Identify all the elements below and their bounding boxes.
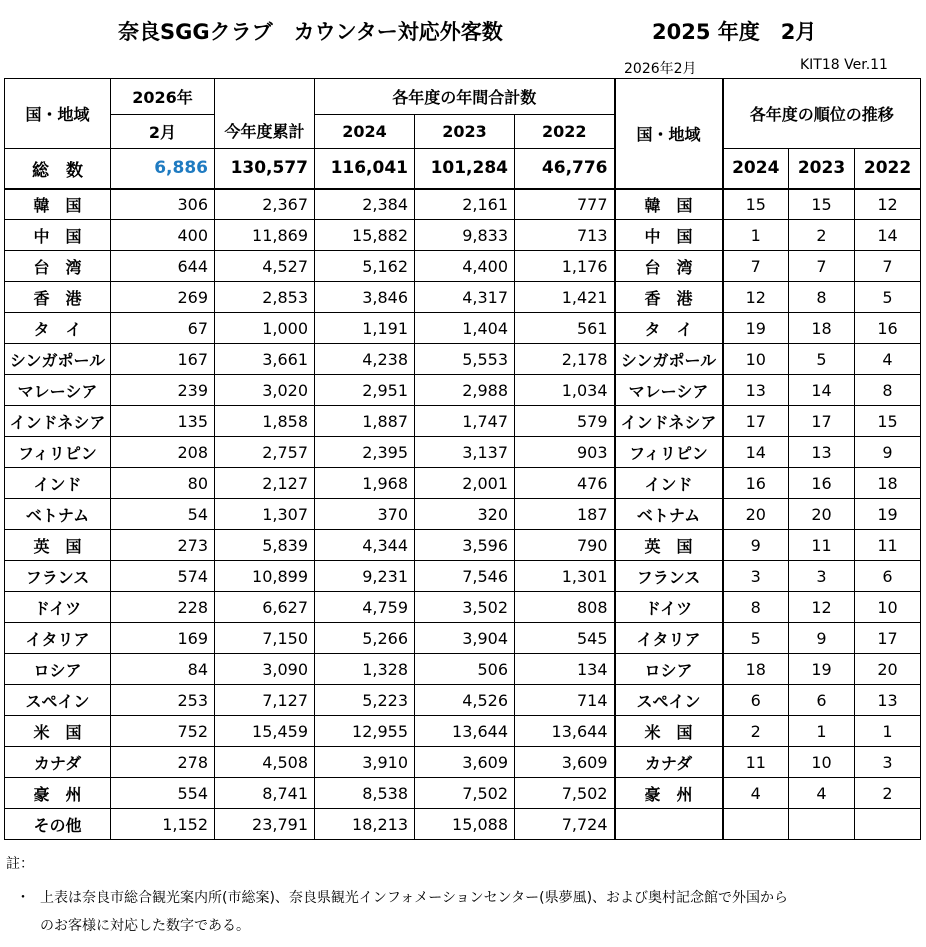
country-right-cell: マレーシア [615, 375, 723, 406]
table-row [5, 499, 921, 530]
month-cell: 253 [111, 685, 215, 716]
year-2023-cell: 3,904 [415, 623, 515, 654]
country-cell: 豪 州 [5, 778, 111, 809]
year-2022-cell: 2,178 [515, 344, 615, 375]
table-row [5, 654, 921, 685]
rank-2022-cell: 6 [855, 561, 921, 592]
table-row [5, 809, 921, 840]
country-right-cell: シンガポール [615, 344, 723, 375]
year-2022-cell: 1,034 [515, 375, 615, 406]
rank-2023-cell: 3 [789, 561, 855, 592]
country-cell: スペイン [5, 685, 111, 716]
year-2023-cell: 320 [415, 499, 515, 530]
cumulative-cell: 7,127 [215, 685, 315, 716]
rank-2024-cell: 14 [723, 437, 789, 468]
rank-2024-cell: 12 [723, 282, 789, 313]
month-cell: 80 [111, 468, 215, 499]
year-2022-cell: 714 [515, 685, 615, 716]
cumulative-cell: 10,899 [215, 561, 315, 592]
country-right-cell: インドネシア [615, 406, 723, 437]
year-2024-cell: 4,238 [315, 344, 415, 375]
total-2022: 46,776 [515, 149, 615, 189]
header-annual-group: 各年度の年間合計数 [315, 79, 615, 115]
cumulative-cell: 2,127 [215, 468, 315, 499]
month-cell: 644 [111, 251, 215, 282]
rank-2022-cell: 7 [855, 251, 921, 282]
notes-label: 註： [6, 856, 34, 872]
country-right-cell: フランス [615, 561, 723, 592]
rank-2022-cell: 5 [855, 282, 921, 313]
country-cell: イタリア [5, 623, 111, 654]
rank-2023-cell: 4 [789, 778, 855, 809]
rank-2024-cell: 9 [723, 530, 789, 561]
rank-year-2024: 2024 [723, 149, 789, 189]
rank-2024-cell: 3 [723, 561, 789, 592]
country-cell: 香 港 [5, 282, 111, 313]
year-2024-cell: 1,328 [315, 654, 415, 685]
year-2022-cell: 545 [515, 623, 615, 654]
rank-2022-cell: 3 [855, 747, 921, 778]
month-cell: 135 [111, 406, 215, 437]
rank-2024-cell: 2 [723, 716, 789, 747]
year-2022-cell: 713 [515, 220, 615, 251]
month-cell: 67 [111, 313, 215, 344]
year-2022-cell: 7,502 [515, 778, 615, 809]
year-2024-cell: 2,395 [315, 437, 415, 468]
rank-2023-cell: 10 [789, 747, 855, 778]
year-2022-cell: 903 [515, 437, 615, 468]
header-year-2023: 2023 [415, 115, 515, 149]
month-cell: 169 [111, 623, 215, 654]
total-cumulative: 130,577 [215, 149, 315, 189]
rank-2023-cell: 19 [789, 654, 855, 685]
rank-2023-cell: 7 [789, 251, 855, 282]
header-cumulative: 今年度累計 [215, 79, 315, 149]
year-2023-cell: 7,546 [415, 561, 515, 592]
year-2022-cell: 808 [515, 592, 615, 623]
year-2024-cell: 5,162 [315, 251, 415, 282]
year-2023-cell: 2,001 [415, 468, 515, 499]
rank-2023-cell: 6 [789, 685, 855, 716]
cumulative-cell: 7,150 [215, 623, 315, 654]
month-cell: 400 [111, 220, 215, 251]
total-row [5, 149, 921, 189]
year-2022-cell: 777 [515, 189, 615, 220]
header-year-2022: 2022 [515, 115, 615, 149]
table-row [5, 468, 921, 499]
year-2022-cell: 579 [515, 406, 615, 437]
rank-2023-cell: 17 [789, 406, 855, 437]
month-cell: 306 [111, 189, 215, 220]
year-2023-cell: 7,502 [415, 778, 515, 809]
header-month: 2月 [111, 115, 215, 149]
country-cell: ロシア [5, 654, 111, 685]
month-cell: 54 [111, 499, 215, 530]
rank-2024-cell: 16 [723, 468, 789, 499]
cumulative-cell: 3,090 [215, 654, 315, 685]
country-right-cell: 中 国 [615, 220, 723, 251]
year-2024-cell: 12,955 [315, 716, 415, 747]
rank-2024-cell: 10 [723, 344, 789, 375]
rank-2024-cell: 7 [723, 251, 789, 282]
year-2023-cell: 2,161 [415, 189, 515, 220]
year-2023-cell: 3,502 [415, 592, 515, 623]
rank-2024-cell: 13 [723, 375, 789, 406]
year-2022-cell: 134 [515, 654, 615, 685]
rank-2023-cell: 18 [789, 313, 855, 344]
country-cell: 韓 国 [5, 189, 111, 220]
year-2024-cell: 4,344 [315, 530, 415, 561]
year-2023-cell: 1,404 [415, 313, 515, 344]
month-cell: 574 [111, 561, 215, 592]
rank-2022-cell: 18 [855, 468, 921, 499]
country-cell: カナダ [5, 747, 111, 778]
country-right-cell: ベトナム [615, 499, 723, 530]
table-row [5, 747, 921, 778]
cumulative-cell: 3,020 [215, 375, 315, 406]
total-2024: 116,041 [315, 149, 415, 189]
month-cell: 278 [111, 747, 215, 778]
year-2023-cell: 15,088 [415, 809, 515, 840]
visitor-table [4, 78, 921, 840]
table-row [5, 561, 921, 592]
country-right-cell: 韓 国 [615, 189, 723, 220]
cumulative-cell: 1,307 [215, 499, 315, 530]
rank-2022-cell: 2 [855, 778, 921, 809]
table-row [5, 282, 921, 313]
notes-text-1: 上表は奈良市総合観光案内所(市総案)、奈良県観光インフォメーションセンター(県夢風)、および奥村記念館で外国から [40, 890, 789, 906]
rank-2024-cell: 5 [723, 623, 789, 654]
year-2023-cell: 2,988 [415, 375, 515, 406]
cumulative-cell: 2,757 [215, 437, 315, 468]
rank-2022-cell: 15 [855, 406, 921, 437]
year-2023-cell: 5,553 [415, 344, 515, 375]
country-cell: インドネシア [5, 406, 111, 437]
month-cell: 752 [111, 716, 215, 747]
table-row [5, 220, 921, 251]
rank-year-2022: 2022 [855, 149, 921, 189]
rank-2022-cell: 17 [855, 623, 921, 654]
rank-2022-cell: 14 [855, 220, 921, 251]
version-label: KIT18 Ver.11 [800, 57, 888, 73]
cumulative-cell: 8,741 [215, 778, 315, 809]
year-2022-cell: 3,609 [515, 747, 615, 778]
month-cell: 1,152 [111, 809, 215, 840]
notes-bullet: ・ [16, 890, 30, 906]
rank-2023-cell: 8 [789, 282, 855, 313]
rank-2023-cell: 9 [789, 623, 855, 654]
year-2022-cell: 1,176 [515, 251, 615, 282]
country-right-cell: フィリピン [615, 437, 723, 468]
rank-2022-cell: 13 [855, 685, 921, 716]
rank-2022-cell: 10 [855, 592, 921, 623]
year-2024-cell: 1,887 [315, 406, 415, 437]
year-2024-cell: 1,968 [315, 468, 415, 499]
rank-2022-cell: 1 [855, 716, 921, 747]
year-2024-cell: 370 [315, 499, 415, 530]
year-2024-cell: 2,951 [315, 375, 415, 406]
year-2022-cell: 790 [515, 530, 615, 561]
table-row [5, 189, 921, 220]
rank-2024-cell: 8 [723, 592, 789, 623]
cumulative-cell: 2,853 [215, 282, 315, 313]
rank-2022-cell: 20 [855, 654, 921, 685]
country-cell: 台 湾 [5, 251, 111, 282]
country-cell: 中 国 [5, 220, 111, 251]
rank-2022-cell: 11 [855, 530, 921, 561]
total-2023: 101,284 [415, 149, 515, 189]
country-right-cell: カナダ [615, 747, 723, 778]
year-2024-cell: 1,191 [315, 313, 415, 344]
table-row [5, 251, 921, 282]
country-cell: 米 国 [5, 716, 111, 747]
table-row [5, 778, 921, 809]
rank-2022-cell: 19 [855, 499, 921, 530]
rank-2022-cell: 16 [855, 313, 921, 344]
total-label: 総 数 [5, 149, 111, 189]
rank-2023-cell: 12 [789, 592, 855, 623]
month-cell: 273 [111, 530, 215, 561]
notes-line1 [16, 884, 788, 912]
month-cell: 167 [111, 344, 215, 375]
header-region-right: 国・地域 [615, 79, 723, 189]
year-2024-cell: 9,231 [315, 561, 415, 592]
country-cell: マレーシア [5, 375, 111, 406]
rank-2023-cell: 20 [789, 499, 855, 530]
year-2024-cell: 5,223 [315, 685, 415, 716]
country-right-cell: ロシア [615, 654, 723, 685]
total-month: 6,886 [111, 149, 215, 189]
country-cell: ドイツ [5, 592, 111, 623]
page-title [0, 16, 926, 46]
country-right-cell: インド [615, 468, 723, 499]
rank-2022-cell: 9 [855, 437, 921, 468]
year-2024-cell: 8,538 [315, 778, 415, 809]
country-right-cell: 豪 州 [615, 778, 723, 809]
year-2024-cell: 3,910 [315, 747, 415, 778]
year-2022-cell: 1,301 [515, 561, 615, 592]
rank-2024-cell: 1 [723, 220, 789, 251]
title-period: 2025 年度 2月 [652, 20, 817, 44]
year-2024-cell: 18,213 [315, 809, 415, 840]
country-cell: タ イ [5, 313, 111, 344]
cumulative-cell: 4,527 [215, 251, 315, 282]
country-right-cell: タ イ [615, 313, 723, 344]
year-2022-cell: 187 [515, 499, 615, 530]
country-right-cell: 台 湾 [615, 251, 723, 282]
notes [6, 850, 788, 940]
table-row [5, 685, 921, 716]
country-right-cell: 英 国 [615, 530, 723, 561]
table-row [5, 530, 921, 561]
title-main: 奈良SGGクラブ カウンター対応外客数 [118, 20, 503, 44]
country-right-cell: 米 国 [615, 716, 723, 747]
table-row [5, 716, 921, 747]
rank-2022-cell: 4 [855, 344, 921, 375]
year-2022-cell: 13,644 [515, 716, 615, 747]
cumulative-cell: 3,661 [215, 344, 315, 375]
year-2023-cell: 3,137 [415, 437, 515, 468]
notes-line2: のお客様に対応した数字である。 [40, 918, 250, 934]
report-date: 2026年2月 [624, 61, 697, 77]
cumulative-cell: 2,367 [215, 189, 315, 220]
rank-2022-cell: 8 [855, 375, 921, 406]
table-row [5, 437, 921, 468]
cumulative-cell: 1,858 [215, 406, 315, 437]
year-2023-cell: 4,317 [415, 282, 515, 313]
header-rank-group: 各年度の順位の推移 [723, 79, 921, 149]
table-row [5, 406, 921, 437]
year-2023-cell: 4,400 [415, 251, 515, 282]
year-2024-cell: 4,759 [315, 592, 415, 623]
year-2023-cell: 506 [415, 654, 515, 685]
rank-2024-cell: 11 [723, 747, 789, 778]
rank-2024-cell: 17 [723, 406, 789, 437]
year-2024-cell: 3,846 [315, 282, 415, 313]
year-2023-cell: 4,526 [415, 685, 515, 716]
cumulative-cell: 5,839 [215, 530, 315, 561]
table-row [5, 592, 921, 623]
rank-2022-cell [855, 809, 921, 840]
rank-2024-cell: 4 [723, 778, 789, 809]
rank-2023-cell: 1 [789, 716, 855, 747]
rank-2024-cell [723, 809, 789, 840]
rank-2024-cell: 18 [723, 654, 789, 685]
cumulative-cell: 4,508 [215, 747, 315, 778]
rank-2024-cell: 15 [723, 189, 789, 220]
rank-2023-cell: 14 [789, 375, 855, 406]
country-right-cell: イタリア [615, 623, 723, 654]
year-2024-cell: 15,882 [315, 220, 415, 251]
rank-2024-cell: 6 [723, 685, 789, 716]
cumulative-cell: 23,791 [215, 809, 315, 840]
table-row [5, 344, 921, 375]
year-2023-cell: 13,644 [415, 716, 515, 747]
month-cell: 84 [111, 654, 215, 685]
year-2023-cell: 3,609 [415, 747, 515, 778]
country-cell: ベトナム [5, 499, 111, 530]
country-right-cell: 香 港 [615, 282, 723, 313]
country-cell: フランス [5, 561, 111, 592]
rank-2024-cell: 19 [723, 313, 789, 344]
rank-2023-cell [789, 809, 855, 840]
year-2023-cell: 1,747 [415, 406, 515, 437]
table-row [5, 623, 921, 654]
rank-2022-cell: 12 [855, 189, 921, 220]
year-2023-cell: 3,596 [415, 530, 515, 561]
rank-2023-cell: 2 [789, 220, 855, 251]
month-cell: 208 [111, 437, 215, 468]
table-row [5, 313, 921, 344]
year-2022-cell: 7,724 [515, 809, 615, 840]
year-2022-cell: 476 [515, 468, 615, 499]
rank-2023-cell: 11 [789, 530, 855, 561]
month-cell: 228 [111, 592, 215, 623]
year-2024-cell: 2,384 [315, 189, 415, 220]
table-row [5, 375, 921, 406]
country-cell: 英 国 [5, 530, 111, 561]
month-cell: 554 [111, 778, 215, 809]
country-right-cell: スペイン [615, 685, 723, 716]
header-region: 国・地域 [5, 79, 111, 149]
year-2022-cell: 1,421 [515, 282, 615, 313]
country-cell: フィリピン [5, 437, 111, 468]
header-year-2024: 2024 [315, 115, 415, 149]
rank-2023-cell: 13 [789, 437, 855, 468]
rank-2023-cell: 5 [789, 344, 855, 375]
country-cell: その他 [5, 809, 111, 840]
country-cell: シンガポール [5, 344, 111, 375]
rank-2024-cell: 20 [723, 499, 789, 530]
rank-year-2023: 2023 [789, 149, 855, 189]
country-right-cell [615, 809, 723, 840]
cumulative-cell: 6,627 [215, 592, 315, 623]
country-right-cell: ドイツ [615, 592, 723, 623]
month-cell: 239 [111, 375, 215, 406]
country-cell: インド [5, 468, 111, 499]
cumulative-cell: 1,000 [215, 313, 315, 344]
header-month-year: 2026年 [111, 79, 215, 115]
rank-2023-cell: 15 [789, 189, 855, 220]
cumulative-cell: 11,869 [215, 220, 315, 251]
year-2022-cell: 561 [515, 313, 615, 344]
year-2023-cell: 9,833 [415, 220, 515, 251]
rank-2023-cell: 16 [789, 468, 855, 499]
year-2024-cell: 5,266 [315, 623, 415, 654]
cumulative-cell: 15,459 [215, 716, 315, 747]
month-cell: 269 [111, 282, 215, 313]
